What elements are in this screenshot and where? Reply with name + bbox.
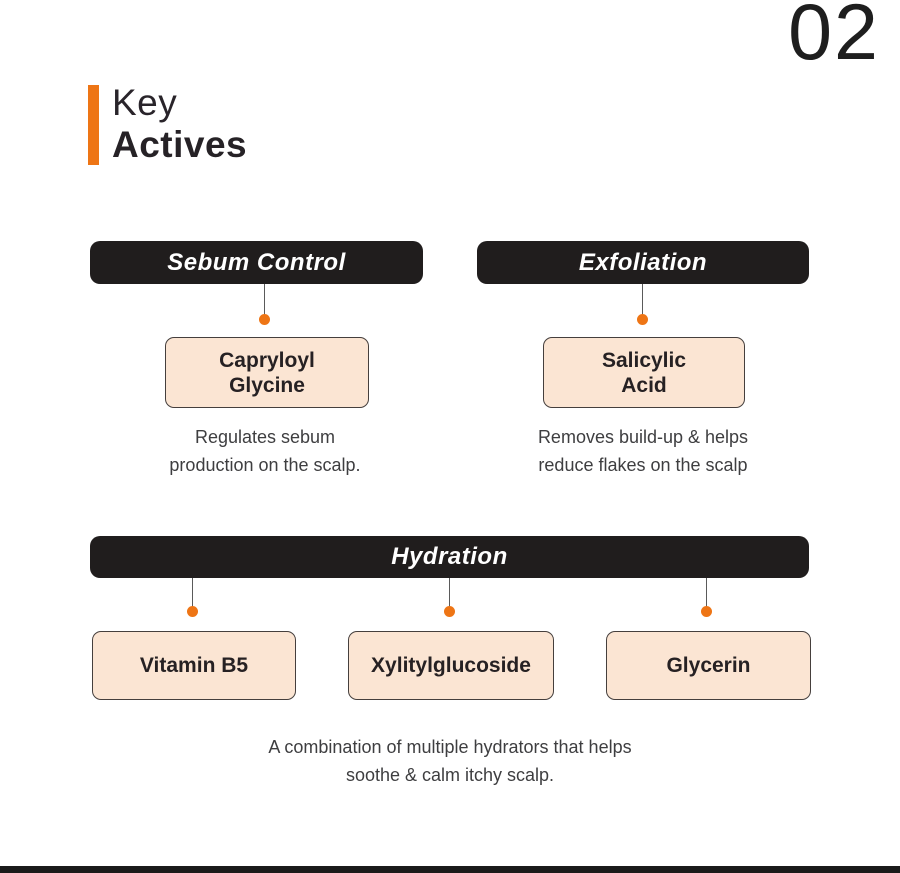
ingredient-label: Glycerin	[666, 654, 751, 677]
connector-dot-icon	[444, 606, 455, 617]
ingredient-box-salicylic-acid	[543, 337, 745, 408]
description-line: Regulates sebum	[194, 427, 336, 447]
title-accent-bar	[88, 85, 99, 165]
connector-line	[706, 578, 707, 607]
page-number: 02	[788, 0, 880, 76]
ingredient-box-vitamin-b5	[92, 631, 296, 700]
connector-line	[449, 578, 450, 607]
page-title-line1: Key	[112, 82, 178, 123]
section-description-hydration	[175, 733, 725, 789]
section-description-sebum-control	[110, 423, 420, 479]
page-title-line2: Actives	[112, 124, 248, 165]
connector-line	[264, 284, 265, 315]
ingredient-label: Vitamin B5	[139, 654, 249, 677]
ingredient-box-xylitylglucoside	[348, 631, 554, 700]
description-line: production on the scalp.	[169, 455, 361, 475]
ingredient-box-glycerin	[606, 631, 811, 700]
ingredient-box-capryloyl-glycine	[165, 337, 369, 408]
footer-divider-bar	[0, 866, 900, 873]
ingredient-label: Xylitylglucoside	[371, 654, 531, 677]
description-line: reduce flakes on the scalp	[538, 455, 748, 475]
connector-dot-icon	[187, 606, 198, 617]
section-header-hydration: Hydration	[90, 536, 809, 578]
connector-dot-icon	[637, 314, 648, 325]
ingredient-label: Glycine	[229, 373, 305, 397]
section-description-exfoliation	[478, 423, 808, 479]
connector-dot-icon	[259, 314, 270, 325]
page-title	[112, 82, 247, 166]
description-line: A combination of multiple hydrators that helps	[268, 737, 632, 757]
connector-line	[642, 284, 643, 315]
description-line: soothe & calm itchy scalp.	[345, 765, 555, 785]
ingredient-label: Salicylic	[601, 348, 687, 372]
description-line: Removes build-up & helps	[537, 427, 749, 447]
connector-dot-icon	[701, 606, 712, 617]
connector-line	[192, 578, 193, 607]
ingredient-label: Capryloyl	[219, 348, 315, 372]
ingredient-label: Acid	[621, 373, 667, 397]
section-header-sebum-control: Sebum Control	[90, 241, 423, 284]
section-header-exfoliation: Exfoliation	[477, 241, 809, 284]
